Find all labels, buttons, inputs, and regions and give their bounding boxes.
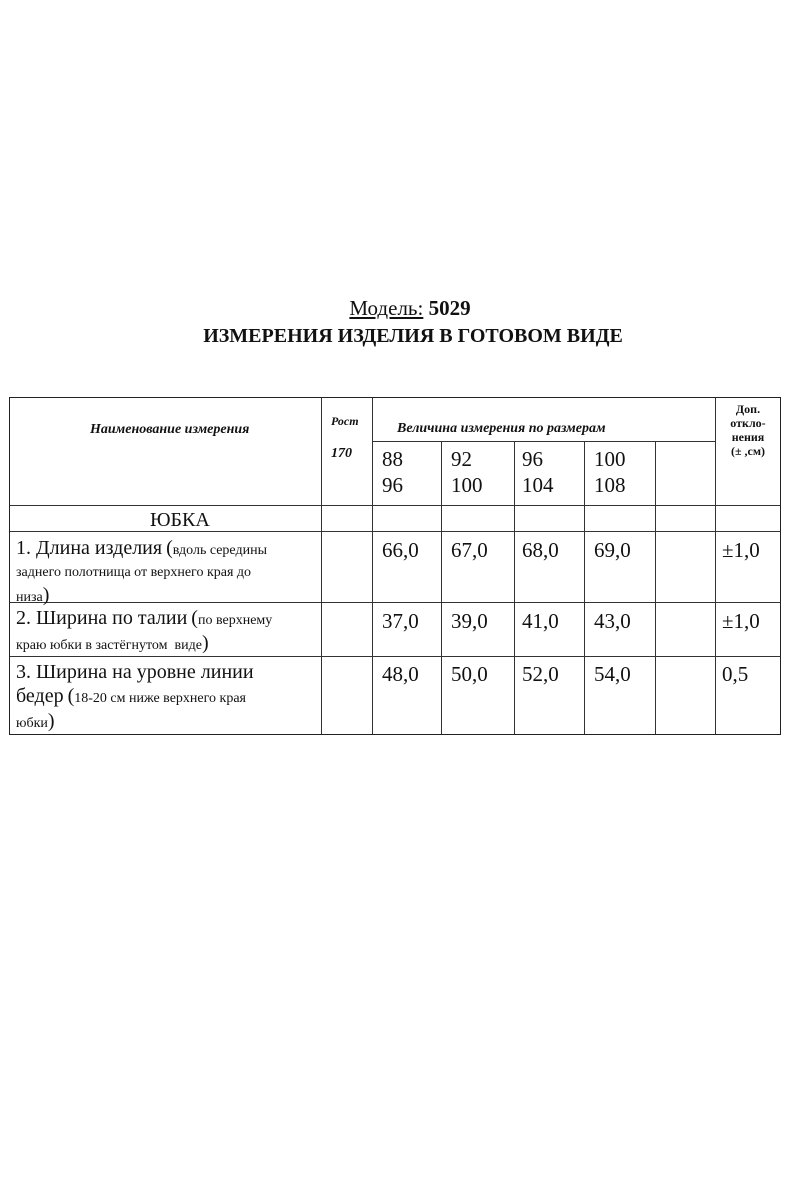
col-divider [372, 398, 373, 734]
row-main-continued: бедер [16, 685, 64, 707]
tolerance-header-line: Доп. [735, 402, 761, 416]
row-value: 48,0 [382, 662, 419, 686]
col-divider [584, 442, 585, 734]
row-main: 1. Длина изделия [16, 537, 163, 559]
row-value: 39,0 [451, 609, 488, 633]
size-top: 88 [382, 447, 403, 471]
column-header-name: Наименование измерения [90, 422, 250, 437]
row-value: 50,0 [451, 662, 488, 686]
height-label: Рост [331, 414, 359, 428]
size-bottom: 108 [594, 473, 626, 497]
row-note: вдоль середины [172, 543, 267, 558]
row-divider [372, 441, 715, 442]
tolerance-header [716, 402, 780, 458]
model-line [20, 294, 800, 322]
row-note: низа [16, 590, 43, 605]
size-bottom: 100 [451, 473, 483, 497]
col-divider [655, 442, 656, 734]
measurements-table [9, 397, 781, 735]
row-tolerance: ±1,0 [722, 609, 760, 633]
row-2-label: 2. Ширина по талии (по верхнему краю юбки в застёгнутом виде) [16, 607, 273, 654]
size-100-108 [594, 446, 626, 498]
section-label: ЮБКА [150, 509, 210, 531]
model-number: 5029 [428, 296, 471, 320]
row-value: 37,0 [382, 609, 419, 633]
sizes-header: Величина измерения по размерам [397, 421, 606, 436]
row-note: краю юбки в застёгнутом виде [16, 638, 202, 653]
row-note: 18-20 см ниже верхнего края [74, 691, 246, 706]
row-note: заднего полотнища от верхнего края до [16, 565, 252, 580]
row-3-label: 3. Ширина на уровне линии бедер (18-20 см ниже верхнего края юбки) [16, 660, 316, 735]
col-divider [321, 398, 322, 734]
row-value: 54,0 [594, 662, 631, 686]
size-top: 96 [522, 447, 543, 471]
size-92-100 [451, 446, 483, 498]
row-value: 67,0 [451, 538, 488, 562]
size-bottom: 104 [522, 473, 554, 497]
row-tolerance: ±1,0 [722, 538, 760, 562]
tolerance-header-line: откло- [730, 416, 766, 430]
row-value: 41,0 [522, 609, 559, 633]
row-value: 66,0 [382, 538, 419, 562]
row-main: 3. Ширина на уровне линии [16, 661, 254, 683]
row-value: 68,0 [522, 538, 559, 562]
document-subtitle: ИЗМЕРЕНИЯ ИЗДЕЛИЯ В ГОТОВОМ ВИДЕ [203, 325, 623, 347]
row-note: по верхнему [197, 613, 273, 628]
document-title-block [0, 294, 800, 350]
height-value: 170 [331, 446, 352, 461]
row-main: 2. Ширина по талии [16, 607, 188, 629]
tolerance-header-line: нения [731, 430, 765, 444]
row-note: юбки [16, 716, 48, 731]
row-tolerance: 0,5 [722, 662, 749, 686]
row-value: 43,0 [594, 609, 631, 633]
row-1-label: 1. Длина изделия (вдоль середины заднего полотнища от верхнего края до низа) [16, 536, 316, 609]
row-value: 69,0 [594, 538, 631, 562]
row-divider [10, 531, 780, 532]
size-top: 92 [451, 447, 472, 471]
size-bottom: 96 [382, 473, 403, 497]
row-divider [10, 505, 780, 506]
model-label: Модель: [349, 296, 424, 320]
row-value: 52,0 [522, 662, 559, 686]
size-88-96 [382, 446, 403, 498]
size-top: 100 [594, 447, 626, 471]
col-divider [514, 442, 515, 734]
size-96-104 [522, 446, 554, 498]
col-divider [441, 442, 442, 734]
tolerance-header-line: (± ,см) [730, 444, 766, 458]
